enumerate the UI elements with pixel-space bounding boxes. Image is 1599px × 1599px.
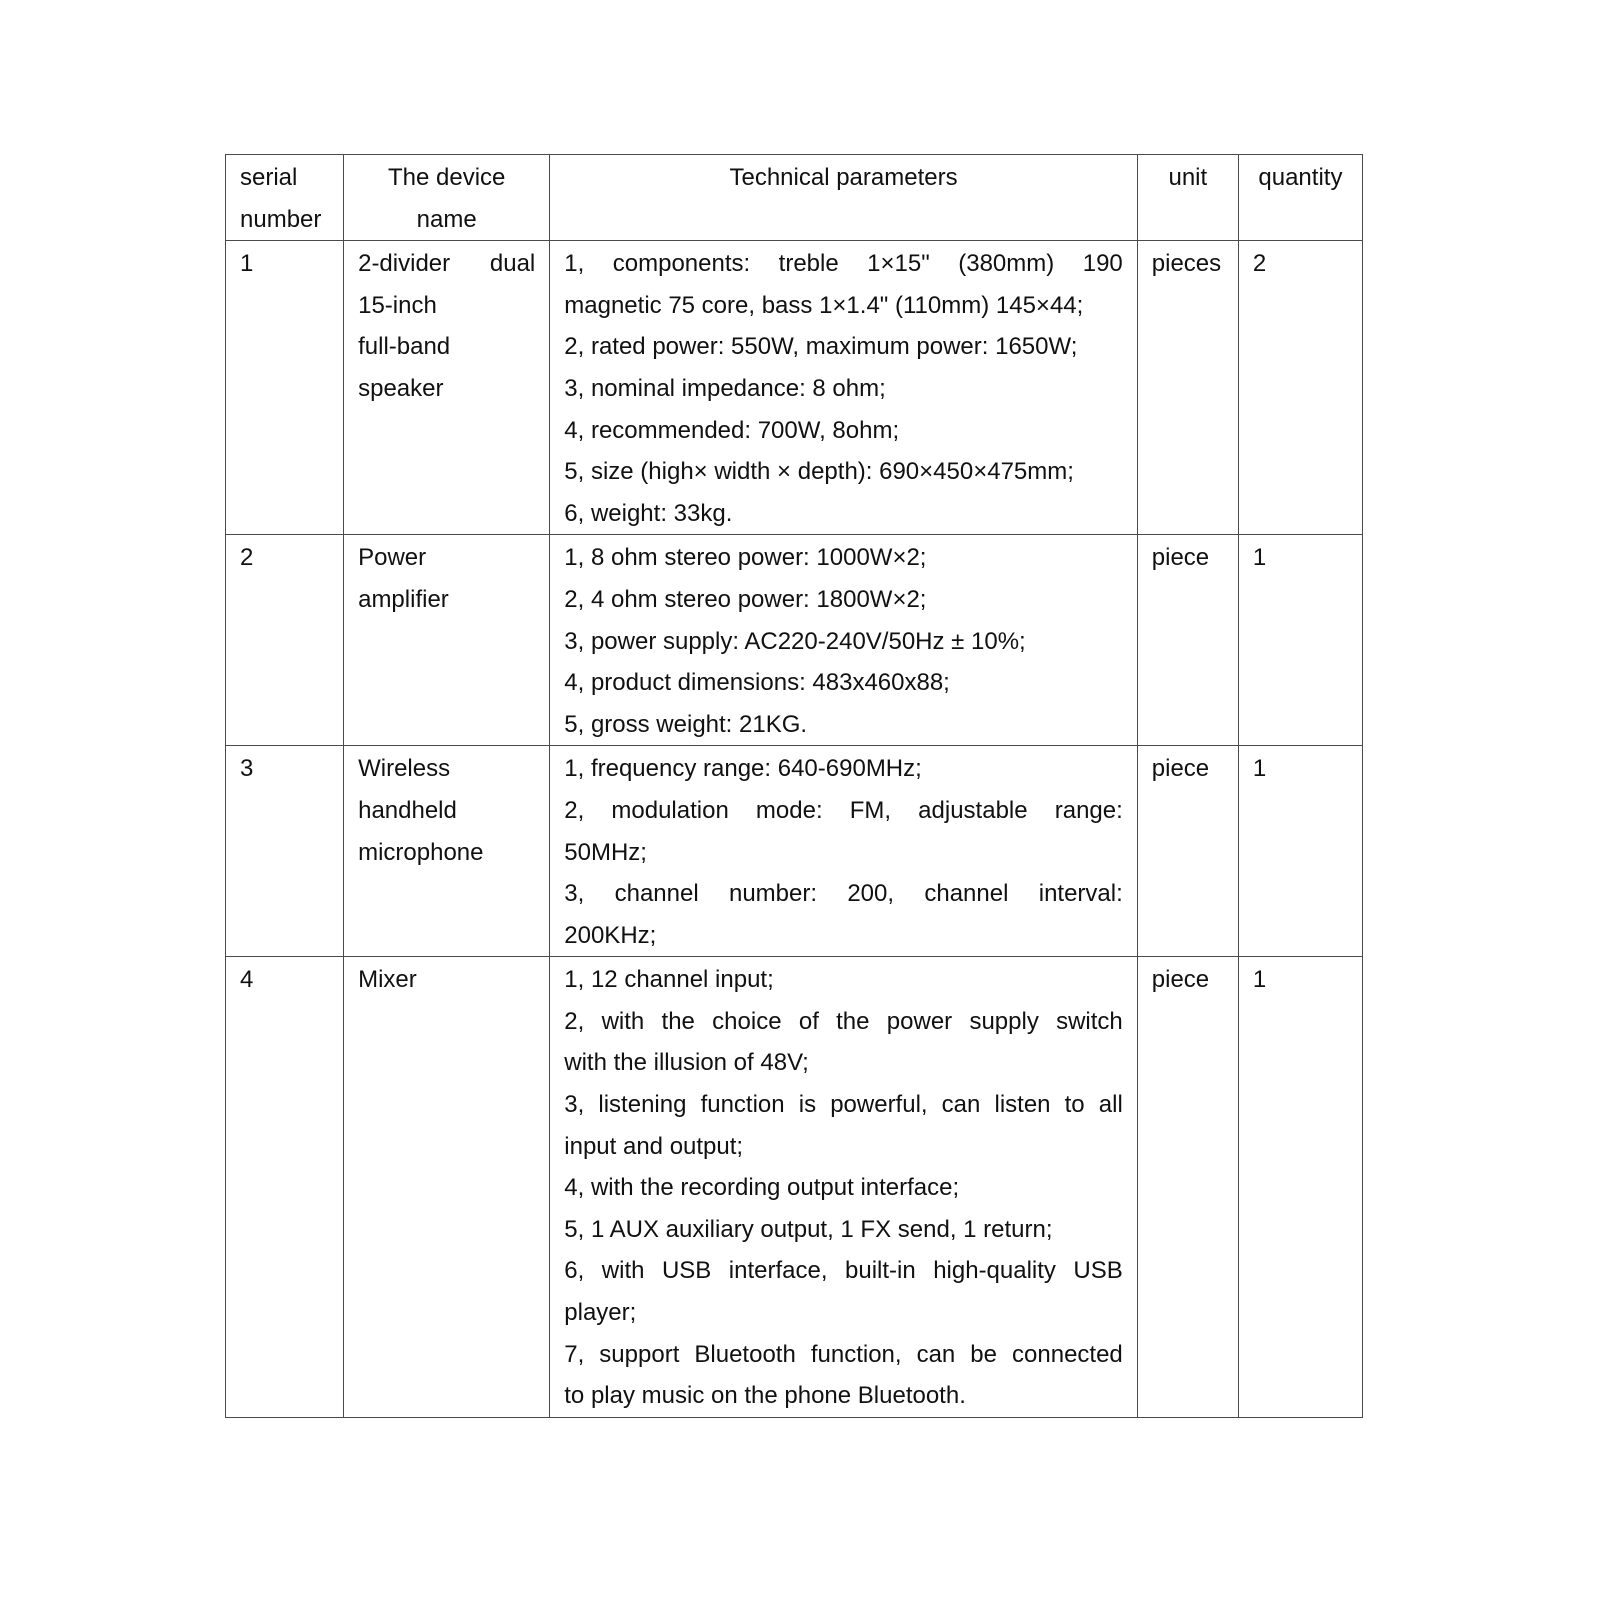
header-unit: unit [1137,155,1238,241]
quantity-cell: 1 [1238,535,1362,746]
header-quantity: quantity [1238,155,1362,241]
serial-cell: 2 [226,535,344,746]
table-header-row [226,155,1363,241]
technical-parameters-cell: 1, frequency range: 640-690MHz; 2, modulation mode: FM, adjustable range: 50MHz; 3, channel number: 200, channel interval: 200KHz; [550,746,1138,957]
serial-cell: 1 [226,241,344,535]
quantity-cell: 1 [1238,746,1362,957]
table-row [226,241,1363,535]
table-row [226,957,1363,1418]
device-name-cell: Mixer [344,957,550,1418]
serial-cell: 3 [226,746,344,957]
header-serial-number: serial number [226,155,344,241]
unit-cell: pieces [1137,241,1238,535]
technical-parameters-cell: 1, components: treble 1×15" (380mm) 190 magnetic 75 core, bass 1×1.4" (110mm) 145×44; 2, rated power: 550W, maximum power: 1650W; 3, nominal impedance: 8 ohm; 4, recommended: 700W, 8ohm; 5, size (high× width × depth): 690×450×475mm; 6, weight: 33kg. [550,241,1138,535]
technical-parameters-cell: 1, 12 channel input; 2, with the choice of the power supply switch with the illusion of 48V; 3, listening function is powerful, can listen to all input and output; 4, with the recording output interface; 5, 1 AUX auxiliary output, 1 FX send, 1 return; 6, with USB interface, built-in high-quality USB player; 7, support Bluetooth function, can be connected to play music on the phone Bluetooth. [550,957,1138,1418]
quantity-cell: 1 [1238,957,1362,1418]
device-name-cell: Wireless handheld microphone [344,746,550,957]
header-technical-parameters: Technical parameters [550,155,1138,241]
table-row [226,535,1363,746]
equipment-spec-table [225,154,1363,1418]
technical-parameters-cell: 1, 8 ohm stereo power: 1000W×2; 2, 4 ohm stereo power: 1800W×2; 3, power supply: AC220-240V/50Hz ± 10%; 4, product dimensions: 483x460x88; 5, gross weight: 21KG. [550,535,1138,746]
device-name-cell: Power amplifier [344,535,550,746]
device-name-cell: 2-divider dual 15-inch full-band speaker [344,241,550,535]
unit-cell: piece [1137,957,1238,1418]
unit-cell: piece [1137,535,1238,746]
quantity-cell: 2 [1238,241,1362,535]
header-device-name: The device name [344,155,550,241]
unit-cell: piece [1137,746,1238,957]
serial-cell: 4 [226,957,344,1418]
table-row [226,746,1363,957]
